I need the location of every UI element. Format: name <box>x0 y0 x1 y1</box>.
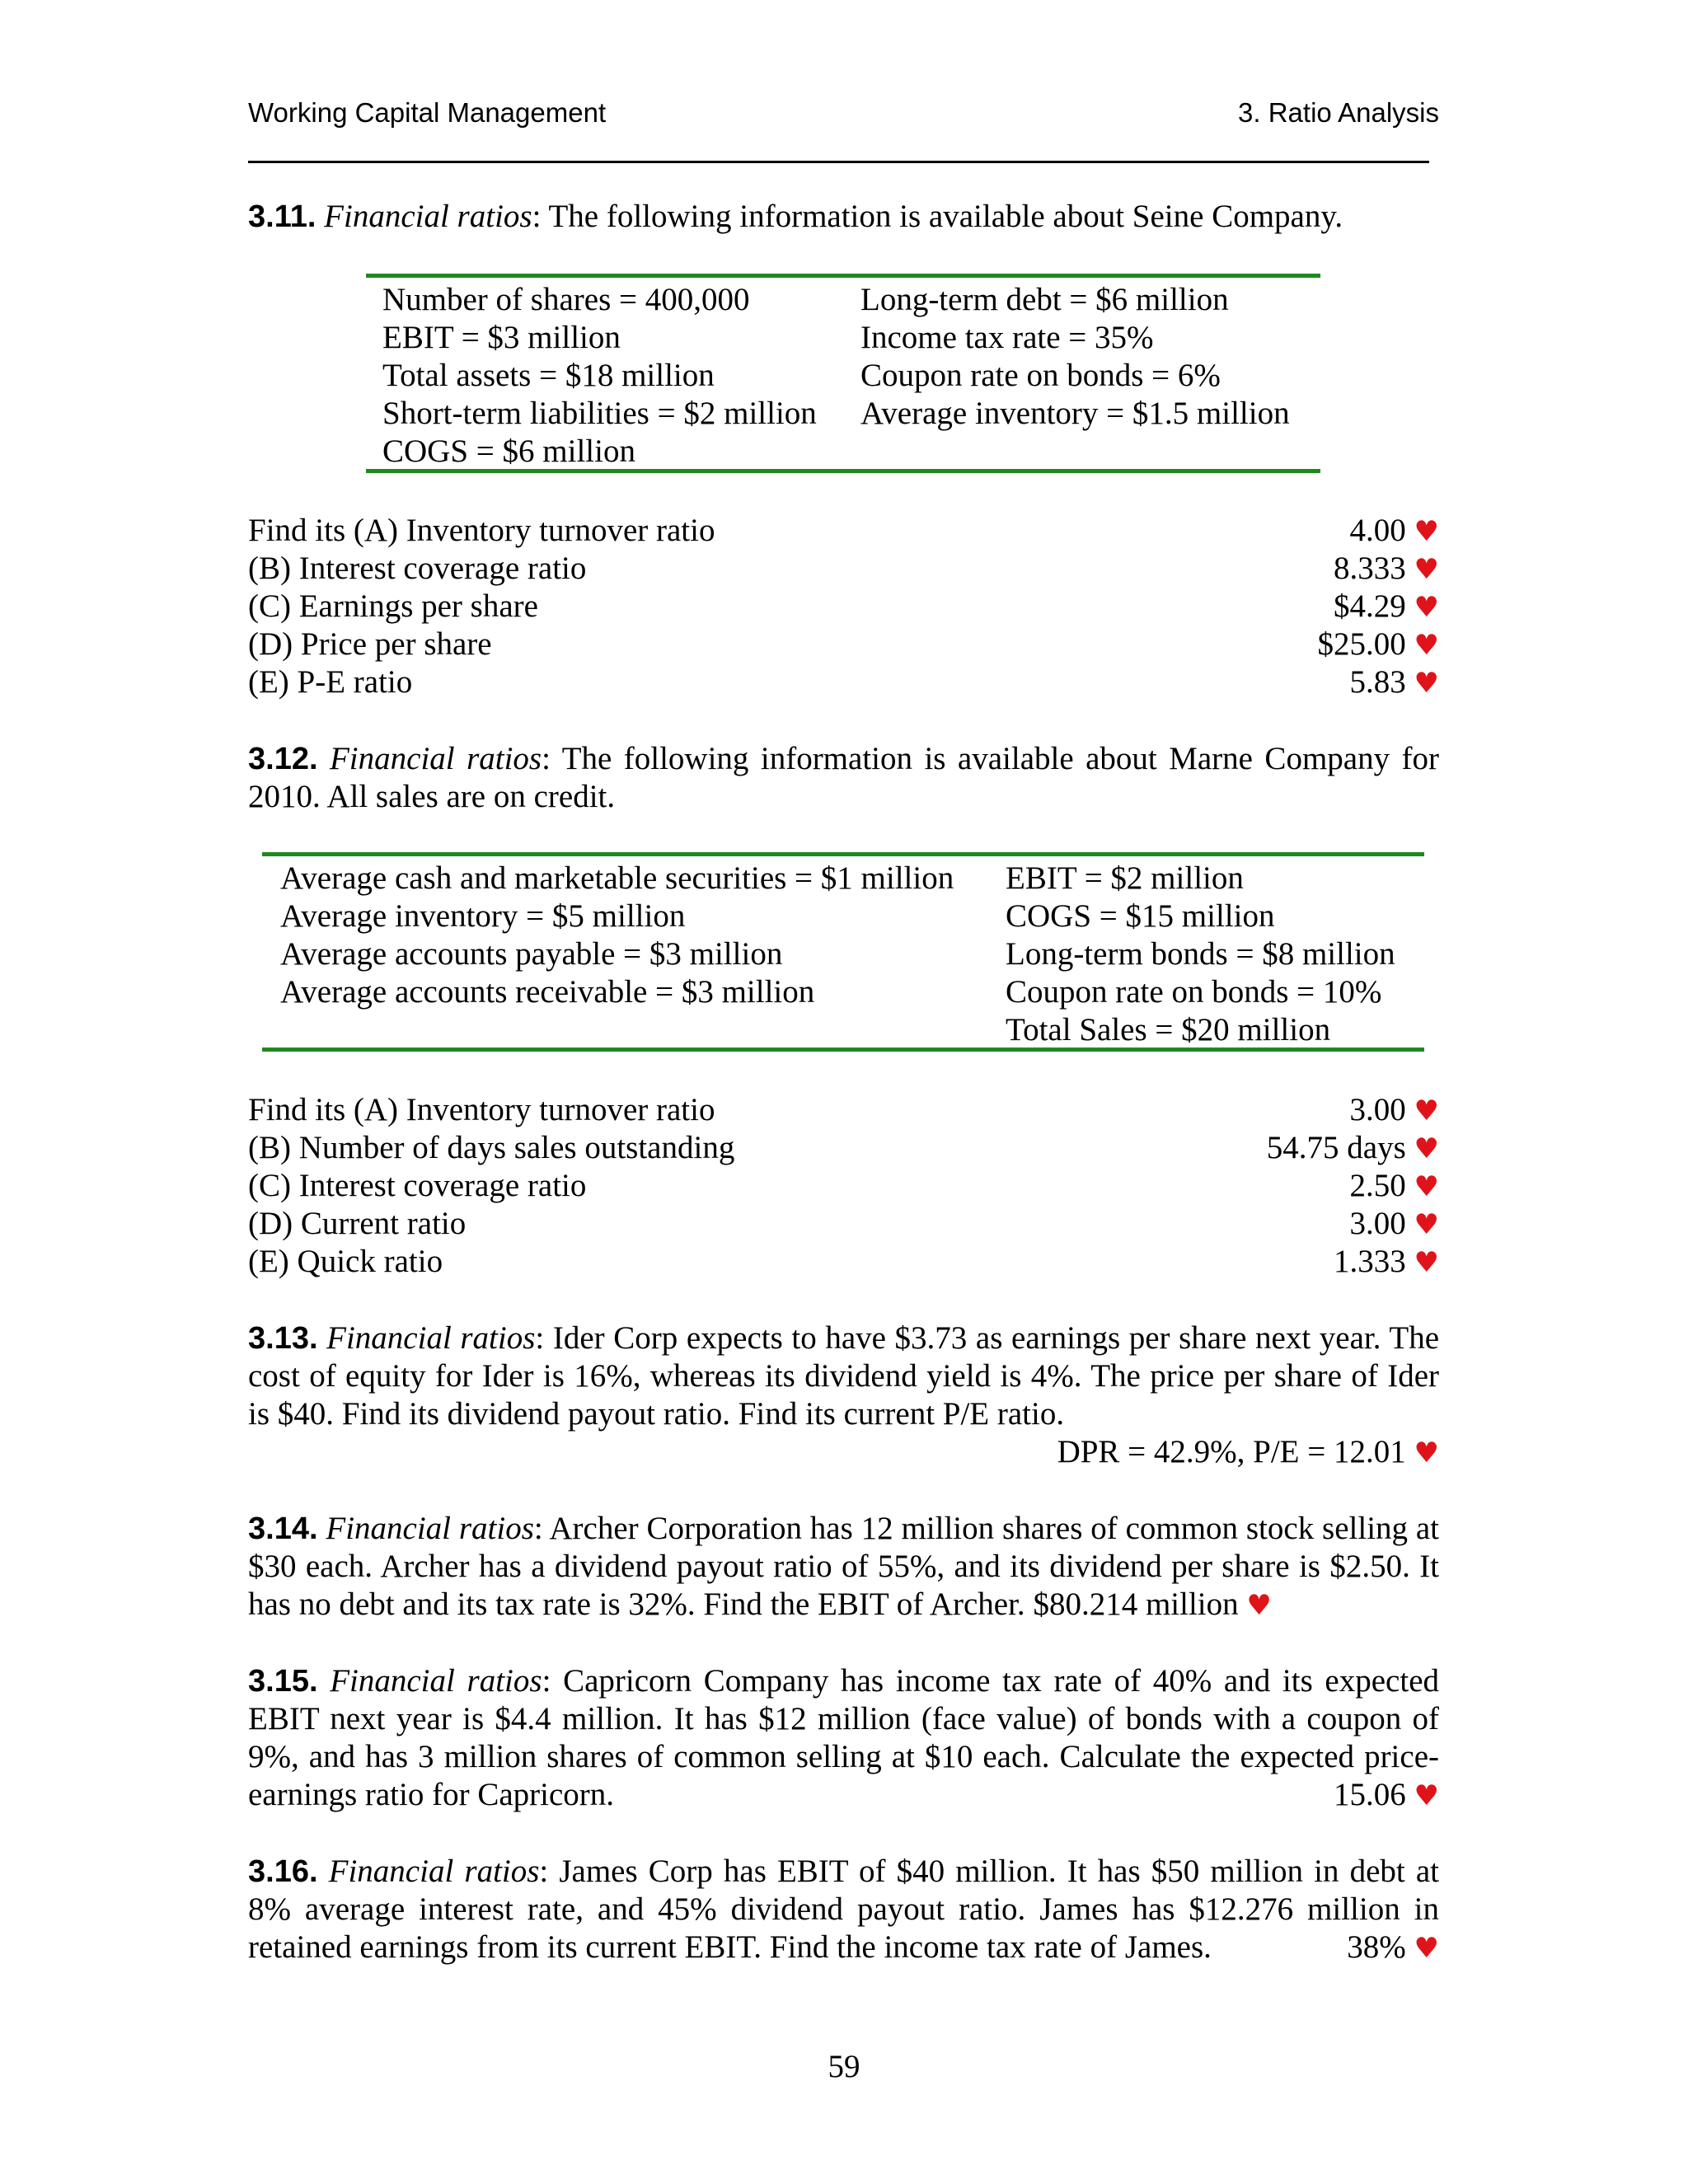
heart-icon: ♥ <box>1414 553 1439 586</box>
heart-icon: ♥ <box>1414 1208 1439 1241</box>
given-item: Total assets = $18 million <box>382 358 715 393</box>
answer-value: 5.83 <box>1349 664 1406 700</box>
table-top-rule <box>366 274 1320 278</box>
problem-answer-line <box>1347 1929 1439 1967</box>
problem-number: 3.14. <box>248 1511 318 1546</box>
problem-text: : Capricorn Company has income tax rate of 40% and its expected EBIT next year is $4.4 million. It has $12 million (face value) of bonds with a coupon of 9%, and has 3 million shares of common selling at $10 each. Calculate the expected price-earnings ratio for Capricorn. <box>248 1663 1440 1812</box>
given-item: Number of shares = 400,000 <box>382 282 750 317</box>
problem-3-11-given-table <box>366 274 1320 476</box>
heart-icon: ♥ <box>1414 1932 1439 1965</box>
question-text: (C) Interest coverage ratio <box>248 1168 587 1203</box>
heart-icon: ♥ <box>1414 1246 1439 1279</box>
question-text: (C) Earnings per share <box>248 588 538 624</box>
problem-number: 3.16. <box>248 1854 318 1889</box>
given-item: Short-term liabilities = $2 million <box>382 396 817 431</box>
heart-icon: ♥ <box>1246 1589 1272 1622</box>
problem-number: 3.13. <box>248 1321 318 1356</box>
question-text: (B) Number of days sales outstanding <box>248 1130 735 1165</box>
answer-value: 1.333 <box>1334 1244 1406 1279</box>
question-row <box>248 1243 1439 1281</box>
given-item: Long-term bonds = $8 million <box>1006 936 1395 972</box>
answer-value: $4.29 <box>1334 588 1406 624</box>
answer-value: 54.75 days <box>1266 1130 1406 1165</box>
given-item: Average inventory = $5 million <box>280 898 686 934</box>
answer-value: $25.00 <box>1317 626 1406 662</box>
problem-3-12-statement <box>248 740 1439 816</box>
header-rule <box>248 161 1429 163</box>
given-item: Average cash and marketable securities = $1 million <box>280 860 954 896</box>
table-bottom-rule <box>262 1047 1424 1052</box>
given-left-column <box>280 860 954 1011</box>
problem-3-13-statement <box>248 1319 1439 1472</box>
heart-icon: ♥ <box>1414 1132 1439 1165</box>
problem-answer-line <box>1334 1776 1439 1815</box>
given-item: Coupon rate on bonds = 6% <box>860 358 1221 393</box>
question-text: (E) Quick ratio <box>248 1244 443 1279</box>
given-item: Average accounts receivable = $3 million <box>280 974 815 1010</box>
question-row <box>248 550 1439 588</box>
heart-icon: ♥ <box>1414 629 1439 662</box>
heart-icon: ♥ <box>1414 1779 1439 1812</box>
given-item: COGS = $15 million <box>1006 898 1275 934</box>
question-text: Find its (A) Inventory turnover ratio <box>248 513 715 548</box>
problem-text: : Archer Corporation has 12 million shares of common stock selling at $30 each. Archer has a dividend payout ratio of 55%, and its dividend per share is $2.50. It has no debt and its tax rate is 32%. Find the EBIT of Archer. <box>248 1511 1440 1622</box>
given-item: EBIT = $3 million <box>382 320 621 355</box>
question-row <box>248 626 1439 663</box>
problem-topic: Financial ratios <box>326 1320 536 1356</box>
problem-topic: Financial ratios <box>324 199 532 234</box>
problem-3-15-statement <box>248 1662 1439 1815</box>
given-right-column <box>860 281 1290 433</box>
given-item: Average inventory = $1.5 million <box>860 396 1290 431</box>
table-bottom-rule <box>366 469 1320 473</box>
given-item: Coupon rate on bonds = 10% <box>1006 974 1382 1010</box>
problem-3-11-statement <box>248 198 1439 236</box>
question-text: (D) Price per share <box>248 626 492 662</box>
answer-value: DPR = 42.9%, P/E = 12.01 <box>1057 1434 1406 1469</box>
heart-icon: ♥ <box>1414 667 1439 700</box>
answer-value: 2.50 <box>1349 1168 1406 1203</box>
problem-text: : The following information is available about Seine Company. <box>532 199 1343 234</box>
given-item: EBIT = $2 million <box>1006 860 1244 896</box>
problem-3-12-given-table <box>262 852 1424 1054</box>
problem-number: 3.15. <box>248 1664 318 1699</box>
question-text: Find its (A) Inventory turnover ratio <box>248 1092 715 1127</box>
given-item: Income tax rate = 35% <box>860 320 1154 355</box>
running-header-left: Working Capital Management <box>248 97 607 128</box>
answer-value: 3.00 <box>1349 1206 1406 1241</box>
problem-topic: Financial ratios <box>330 1663 542 1699</box>
answer-value: 8.333 <box>1334 551 1406 586</box>
question-row <box>248 663 1439 701</box>
given-item: COGS = $6 million <box>382 434 635 469</box>
question-text: (E) P-E ratio <box>248 664 413 700</box>
given-item: Average accounts payable = $3 million <box>280 936 783 972</box>
answer-value: 3.00 <box>1349 1092 1406 1127</box>
given-item: Long-term debt = $6 million <box>860 282 1229 317</box>
problem-3-14-statement <box>248 1510 1439 1624</box>
problem-text: : The following information is available about Marne Company for 2010. All sales are on credit. <box>248 741 1440 814</box>
answer-value: 15.06 <box>1334 1777 1406 1812</box>
problem-3-11-answers <box>248 512 1439 701</box>
problem-number: 3.11. <box>248 199 316 234</box>
question-row <box>248 512 1439 550</box>
given-item: Total Sales = $20 million <box>1006 1012 1331 1047</box>
problem-text: : James Corp has EBIT of $40 million. It has $50 million in debt at 8% average interest rate, and 45% dividend payout ratio. James has $12.276 million in retained earnings from its current EBIT. Find the income tax rate of James. <box>248 1854 1440 1965</box>
problem-topic: Financial ratios <box>329 741 542 776</box>
question-text: (D) Current ratio <box>248 1206 467 1241</box>
heart-icon: ♥ <box>1414 591 1439 624</box>
problem-3-16-statement <box>248 1853 1439 1967</box>
answer-value: $80.214 million <box>1033 1586 1239 1622</box>
given-left-column <box>382 281 817 471</box>
heart-icon: ♥ <box>1414 1170 1439 1203</box>
question-text: (B) Interest coverage ratio <box>248 551 587 586</box>
question-row <box>248 1205 1439 1243</box>
page-number: 59 <box>828 2049 860 2084</box>
running-header-right: 3. Ratio Analysis <box>1238 97 1439 128</box>
problem-number: 3.12. <box>248 742 318 776</box>
question-row <box>248 1167 1439 1205</box>
heart-icon: ♥ <box>1414 515 1439 548</box>
question-row <box>248 588 1439 626</box>
problem-answer-line <box>248 1433 1439 1472</box>
heart-icon: ♥ <box>1414 1094 1439 1127</box>
heart-icon: ♥ <box>1414 1436 1439 1469</box>
question-row <box>248 1091 1439 1129</box>
answer-value: 38% <box>1347 1929 1406 1965</box>
given-right-column <box>1006 860 1395 1049</box>
problem-topic: Financial ratios <box>326 1511 534 1546</box>
table-top-rule <box>262 852 1424 856</box>
problem-text: : Ider Corp expects to have $3.73 as earnings per share next year. The cost of equity for Ider is 16%, whereas its dividend yield is 4%. The price per share of Ider is $40. Find its dividend payout ratio. Find its current P/E ratio. <box>248 1320 1439 1432</box>
problem-topic: Financial ratios <box>328 1854 540 1889</box>
problem-3-12-answers <box>248 1091 1439 1281</box>
question-row <box>248 1129 1439 1167</box>
answer-value: 4.00 <box>1349 513 1406 548</box>
